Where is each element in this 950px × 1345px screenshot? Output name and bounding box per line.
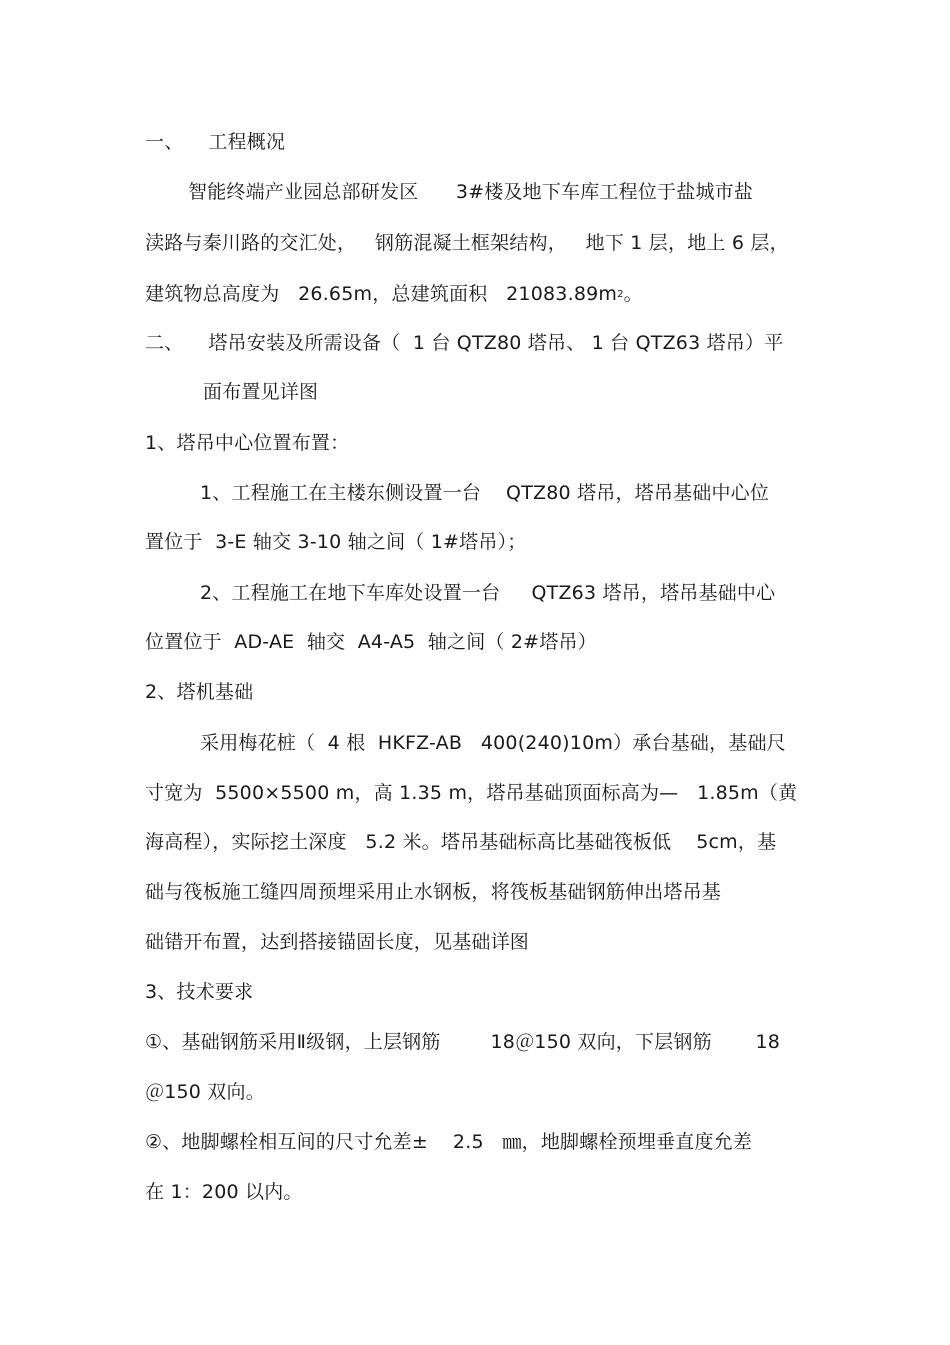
overview-line-1: 智能终端产业园总部研发区 3#楼及地下车库工程位于盐城市盐 (188, 181, 754, 203)
foundation-line-5: 础错开布置，达到搭接锚固长度，见基础详图 (145, 931, 530, 953)
tech-req-1-line-1: ①、基础钢筋采用Ⅱ级钢，上层钢筋 18＠150 双向，下层钢筋 18 (145, 1031, 781, 1053)
area-suffix: 。 (623, 283, 643, 305)
area-superscript: 2 (617, 289, 624, 300)
subsection-1-heading: 1、塔吊中心位置布置： (145, 432, 350, 454)
tech-req-2-line-2: 在 1：200 以内。 (145, 1181, 303, 1203)
section-2-heading: 二、 塔吊安装及所需设备（ 1 台 QTZ80 塔吊、 1 台 QTZ63 塔吊）平 (145, 332, 784, 354)
overview-line-3 (145, 282, 643, 306)
foundation-line-4: 础与筏板施工缝四周预埋采用止水钢板，将筏板基础钢筋伸出塔吊基 (145, 881, 722, 903)
section-2-heading-cont: 面布置见详图 (203, 381, 319, 403)
foundation-line-2: 寸宽为 5500×5500 m，高 1.35 m，塔吊基础顶面标高为— 1.85m（黄 (145, 782, 798, 804)
foundation-line-1: 采用梅花桩（ 4 根 HKFZ-AB 400(240)10m）承台基础，基础尺 (200, 732, 786, 754)
subsection-2-heading: 2、塔机基础 (145, 681, 254, 703)
tech-req-1-line-2: ＠150 双向。 (145, 1081, 265, 1103)
crane-2-line-2: 位置位于 AD-AE 轴交 A4-A5 轴之间（ 2#塔吊） (145, 631, 597, 653)
subsection-3-heading: 3、技术要求 (145, 981, 254, 1003)
crane-1-line-2: 置位于 3-E 轴交 3-10 轴之间（ 1#塔吊）； (145, 531, 527, 553)
overview-line-2: 渎路与秦川路的交汇处， 钢筋混凝土框架结构， 地下 1 层，地上 6 层， (145, 232, 789, 254)
crane-2-line-1: 2、工程施工在地下车库处设置一台 QTZ63 塔吊，塔吊基础中心 (200, 582, 776, 604)
overview-line-3-text: 建筑物总高度为 26.65m，总建筑面积 21083.89m (145, 283, 618, 305)
tech-req-2-line-1: ②、地脚螺栓相互间的尺寸允差± 2.5 ㎜，地脚螺栓预埋垂直度允差 (145, 1131, 753, 1153)
foundation-line-3: 海高程），实际挖土深度 5.2 米。塔吊基础标高比基础筏板低 5cm，基 (145, 831, 777, 853)
section-1-heading: 一、 工程概况 (145, 131, 286, 153)
crane-1-line-1: 1、工程施工在主楼东侧设置一台 QTZ80 塔吊，塔吊基础中心位 (200, 482, 770, 504)
